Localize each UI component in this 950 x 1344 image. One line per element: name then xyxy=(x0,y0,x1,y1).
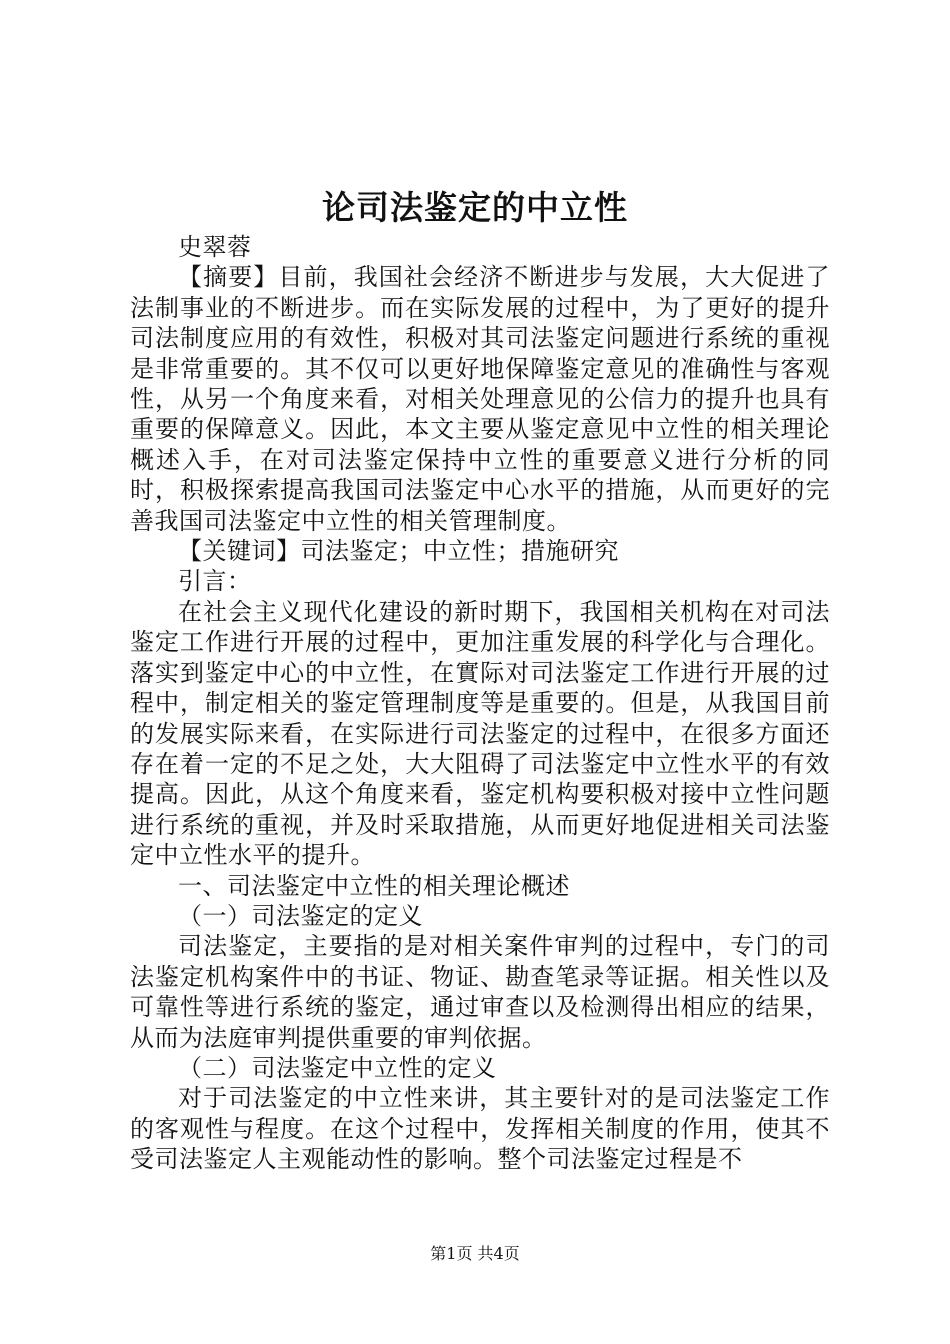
intro-heading: 引言： xyxy=(178,567,252,596)
section-heading-1: 一、司法鉴定中立性的相关理论概述 xyxy=(178,871,570,900)
keywords-line: 【关键词】司法鉴定；中立性；措施研究 xyxy=(178,537,619,566)
neutrality-paragraph: 对于司法鉴定的中立性来讲，其主要针对的是司法鉴定工作的客观性与程度。在这个过程中，发挥相关制度的作用，使其不受司法鉴定人主观能动性的影响。整个司法鉴定过程是不 xyxy=(130,1084,830,1174)
definition-paragraph: 司法鉴定，主要指的是对相关案件审判的过程中，专门的司法鉴定机构案件中的书证、物证、勘查笔录等证据。相关性以及可靠性等进行系统的鉴定，通过审查以及检测得出相应的结果，从而为法庭审判提供重要的审判依据。 xyxy=(130,932,830,1052)
subsection-heading-1: （一）司法鉴定的定义 xyxy=(178,901,423,930)
document-body xyxy=(130,232,830,1175)
page-number-footer: 第1页 共4页 xyxy=(430,1244,520,1263)
subsection-heading-2: （二）司法鉴定中立性的定义 xyxy=(178,1053,497,1082)
author-line: 史翠蓉 xyxy=(178,233,252,261)
document-title: 论司法鉴定的中立性 xyxy=(322,188,628,227)
intro-paragraph: 在社会主义现代化建设的新时期下，我国相关机构在对司法鉴定工作进行开展的过程中，更加注重发展的科学化与合理化。落实到鉴定中心的中立性，在實际对司法鉴定工作进行开展的过程中，制定相关的鉴定管理制度等是重要的。但是，从我国目前的发展实际来看，在实际进行司法鉴定的过程中，在很多方面还存在着一定的不足之处，大大阻碍了司法鉴定中立性水平的有效提高。因此，从这个角度来看，鉴定机构要积极对接中立性问题进行系统的重视，并及时采取措施，从而更好地促进相关司法鉴定中立性水平的提升。 xyxy=(130,597,830,870)
abstract-paragraph: 【摘要】目前，我国社会经济不断进步与发展，大大促进了法制事业的不断进步。而在实际发展的过程中，为了更好的提升司法制度应用的有效性，积极对其司法鉴定问题进行系统的重视是非常重要的。其不仅可以更好地保障鉴定意见的准确性与客观性，从另一个角度来看，对相关处理意见的公信力的提升也具有重要的保障意义。因此，本文主要从鉴定意见中立性的相关理论概述入手，在对司法鉴定保持中立性的重要意义进行分析的同时，积极探索提高我国司法鉴定中心水平的措施，从而更好的完善我国司法鉴定中立性的相关管理制度。 xyxy=(130,263,830,535)
